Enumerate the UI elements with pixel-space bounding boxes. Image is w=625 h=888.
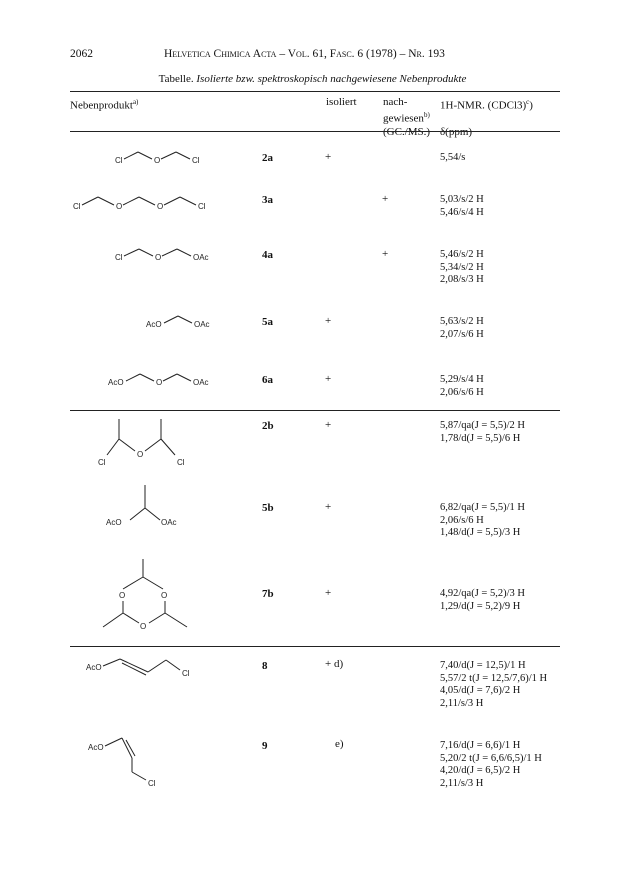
nmr-block bbox=[440, 588, 525, 613]
atom-oac: OAc bbox=[161, 518, 177, 527]
nmr-line: 2,07/s/6 H bbox=[440, 328, 484, 340]
compound-id: 2b bbox=[262, 420, 274, 432]
nmr-line: 5,54/s bbox=[440, 152, 466, 163]
atom-o: O bbox=[157, 202, 164, 211]
isolated-mark: + bbox=[325, 373, 332, 385]
compound-id: 3a bbox=[262, 194, 273, 206]
compound-id: 2a bbox=[262, 152, 273, 164]
col-header-detected-line2: gewiesen bbox=[383, 112, 424, 125]
nmr-block bbox=[440, 740, 542, 790]
isolated-mark: + bbox=[325, 501, 332, 513]
atom-cl: Cl bbox=[98, 458, 106, 467]
nmr-block bbox=[440, 249, 484, 287]
col-header-detected-line3: (GC./MS.) bbox=[383, 125, 431, 138]
nmr-line: 5,03/s/2 H bbox=[440, 194, 484, 205]
col-header-nmr-title: 1H-NMR. (CDCl3) bbox=[440, 99, 527, 112]
nmr-line: 4,05/d(J = 7,6)/2 H bbox=[440, 685, 521, 696]
caption-label: Tabelle. bbox=[158, 73, 194, 85]
atom-oac: OAc bbox=[193, 378, 209, 387]
nmr-line: 5,34/s/2 H bbox=[440, 261, 484, 273]
nmr-block bbox=[440, 420, 525, 445]
nmr-line: 1,29/d(J = 5,2)/9 H bbox=[440, 600, 521, 612]
nmr-line: 4,92/qa(J = 5,2)/3 H bbox=[440, 588, 525, 599]
atom-o: O bbox=[161, 591, 168, 600]
structure-5b bbox=[100, 482, 230, 532]
col-header-nmr: 1H-NMR. (CDCl3)$^c$) δ(ppm) bbox=[440, 98, 533, 138]
atom-aco: AcO bbox=[88, 743, 104, 752]
section-divider-a-b bbox=[70, 410, 560, 411]
atom-o: O bbox=[140, 622, 147, 631]
atom-aco: AcO bbox=[108, 378, 124, 387]
atom-cl: Cl bbox=[198, 202, 206, 211]
col-header-detected-line1: nach- bbox=[383, 96, 408, 108]
atom-o: O bbox=[116, 202, 123, 211]
atom-o: O bbox=[137, 450, 144, 459]
compound-id: 6a bbox=[262, 374, 273, 386]
atom-oac: OAc bbox=[194, 320, 210, 329]
compound-id: 5a bbox=[262, 316, 273, 328]
table-top-rule bbox=[70, 91, 560, 92]
structure-3a bbox=[70, 187, 250, 217]
atom-o: O bbox=[156, 378, 163, 387]
atom-aco: AcO bbox=[106, 518, 122, 527]
header-bottom-rule bbox=[70, 131, 560, 132]
detected-mark: + bbox=[382, 248, 389, 260]
nmr-line: 1,48/d(J = 5,5)/3 H bbox=[440, 527, 521, 538]
atom-cl: Cl bbox=[177, 458, 185, 467]
isolated-mark: + bbox=[325, 419, 332, 431]
nmr-line: 5,46/s/2 H bbox=[440, 249, 484, 260]
nmr-line: 2,06/s/6 H bbox=[440, 514, 484, 526]
atom-cl: Cl bbox=[73, 202, 81, 211]
structure-2b bbox=[95, 415, 225, 475]
nmr-line: 2,06/s/6 H bbox=[440, 386, 484, 398]
nmr-line: 1,78/d(J = 5,5)/6 H bbox=[440, 432, 521, 444]
nmr-block bbox=[440, 374, 484, 399]
journal-header: Helvetica Chimica Acta – Vol. 61, Fasc. 6 (1978) – Nr. 193 bbox=[164, 48, 445, 60]
col-header-isolated: isoliert bbox=[326, 96, 357, 108]
atom-oac: OAc bbox=[193, 253, 209, 262]
structure-8 bbox=[80, 652, 230, 686]
nmr-line: 2,11/s/3 H bbox=[440, 777, 484, 789]
footnote-c: c bbox=[526, 98, 530, 106]
isolated-mark: + bbox=[325, 315, 332, 327]
nmr-line: 5,29/s/4 H bbox=[440, 374, 484, 385]
nmr-line: 7,16/d(J = 6,6)/1 H bbox=[440, 740, 521, 751]
footnote-b: b bbox=[423, 111, 428, 119]
atom-cl: Cl bbox=[115, 253, 123, 262]
section-divider-b-c bbox=[70, 646, 560, 647]
compound-id: 4a bbox=[262, 249, 273, 261]
col-header-product-text: Nebenprodukt bbox=[70, 99, 133, 112]
detected-mark: + bbox=[382, 193, 389, 205]
isolated-mark: + d) bbox=[325, 658, 344, 670]
structure-2a bbox=[110, 145, 250, 175]
atom-o: O bbox=[155, 253, 162, 262]
atom-o: O bbox=[119, 591, 126, 600]
compound-id: 5b bbox=[262, 502, 274, 514]
compound-id: 7b bbox=[262, 588, 274, 600]
atom-aco: AcO bbox=[86, 663, 102, 672]
col-header-product: Nebenprodukt$^{a)}$ bbox=[70, 98, 139, 112]
nmr-line: 5,20/2 t(J = 6,6/6,5)/1 H bbox=[440, 752, 542, 764]
structure-5a bbox=[140, 307, 250, 337]
isolated-mark: + bbox=[325, 151, 332, 163]
caption-text: Isolierte bzw. spektroskopisch nachgewiesene Nebenprodukte bbox=[196, 73, 467, 85]
atom-cl: Cl bbox=[148, 779, 156, 788]
structure-7b bbox=[95, 555, 205, 640]
compound-id: 9 bbox=[262, 740, 268, 752]
col-header-detected: nach- gewiesen$^{b)}$ (GC./MS.) bbox=[383, 96, 431, 138]
footnote-a: a bbox=[132, 98, 137, 106]
nmr-line: 5,63/s/2 H bbox=[440, 316, 484, 327]
col-header-nmr-unit: δ(ppm) bbox=[440, 125, 473, 138]
nmr-line: 2,08/s/3 H bbox=[440, 274, 484, 285]
atom-o: O bbox=[154, 156, 161, 165]
atom-cl: Cl bbox=[115, 156, 123, 165]
nmr-line: 5,87/qa(J = 5,5)/2 H bbox=[440, 420, 525, 431]
table-caption bbox=[0, 73, 625, 85]
structure-6a bbox=[100, 365, 250, 395]
nmr-line: 7,40/d(J = 12,5)/1 H bbox=[440, 660, 526, 671]
structure-4a bbox=[110, 242, 250, 272]
nmr-line: 2,11/s/3 H bbox=[440, 697, 484, 709]
nmr-block bbox=[440, 316, 484, 341]
nmr-line: 6,82/qa(J = 5,5)/1 H bbox=[440, 502, 525, 513]
nmr-line: 4,20/d(J = 6,5)/2 H bbox=[440, 765, 521, 776]
nmr-block bbox=[440, 660, 547, 710]
isolated-mark: e) bbox=[335, 738, 344, 750]
atom-cl: Cl bbox=[182, 669, 190, 678]
nmr-block bbox=[440, 194, 484, 219]
atom-aco: AcO bbox=[146, 320, 162, 329]
compound-id: 8 bbox=[262, 660, 268, 672]
nmr-block bbox=[440, 502, 525, 540]
structure-9 bbox=[80, 732, 220, 792]
page-number: 2062 bbox=[70, 48, 93, 60]
atom-cl: Cl bbox=[192, 156, 200, 165]
nmr-line: 5,46/s/4 H bbox=[440, 206, 484, 218]
nmr-line: 5,57/2 t(J = 12,5/7,6)/1 H bbox=[440, 672, 548, 684]
isolated-mark: + bbox=[325, 587, 332, 599]
